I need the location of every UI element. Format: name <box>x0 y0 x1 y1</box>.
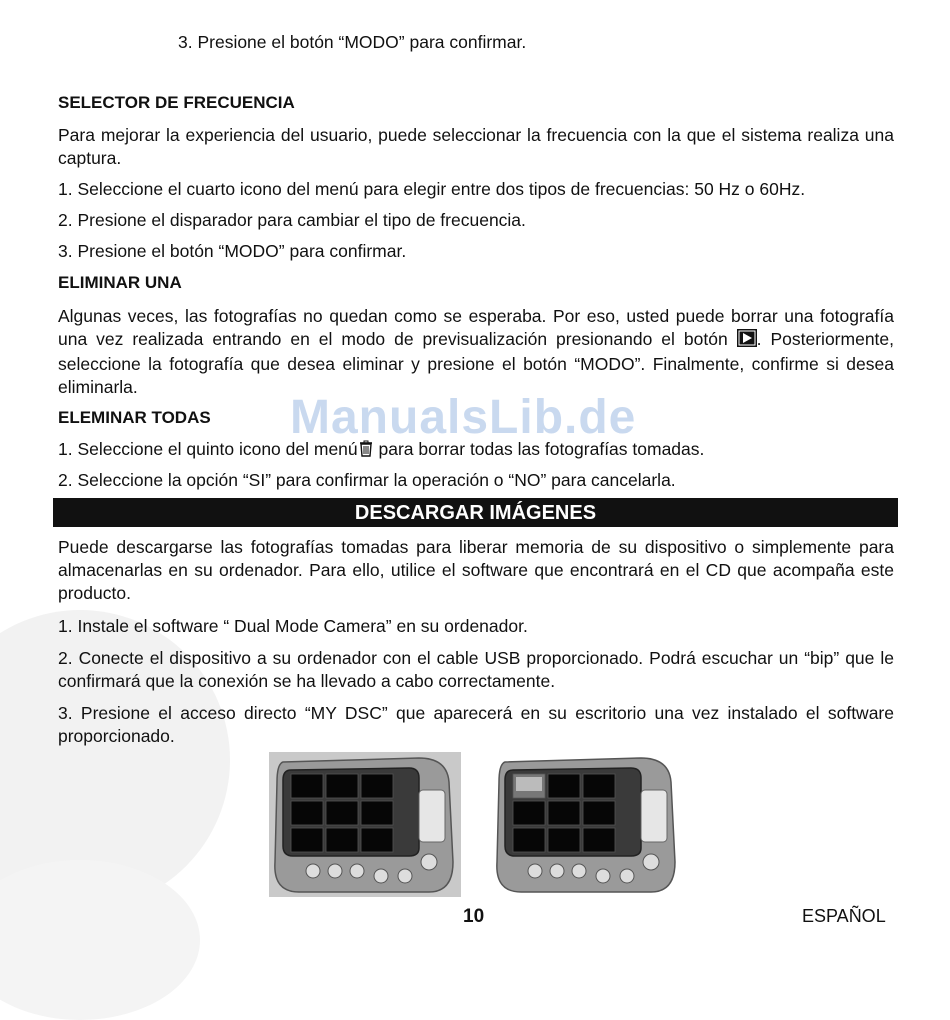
eliminar-todas-step-1-b: para borrar todas las fotografías tomadas. <box>373 439 705 459</box>
descargar-intro: Puede descargarse las fotografías tomadas para liberar memoria de su dispositivo o simplemente para almacenarlas en su ordenador. Para ello, utilice el software que encontrará en el CD que acompaña este producto. <box>58 537 894 603</box>
selector-step-3: 3. Presione el botón “MODO” para confirmar. <box>58 241 407 261</box>
software-screenshot-left <box>269 752 461 897</box>
descargar-banner: DESCARGAR IMÁGENES <box>53 498 898 527</box>
eliminar-una-text-a: Algunas veces, las fotografías no quedan como se esperaba. Por eso, usted puede borrar una fotografía una vez realizada entrando en el modo de previsualización presionando el botón <box>58 306 894 349</box>
eliminar-todas-step-1-a: 1. Seleccione el quinto icono del menú <box>58 439 358 459</box>
descargar-step-1: 1. Instale el software “ Dual Mode Camera” en su ordenador. <box>58 616 528 636</box>
eliminar-una-text-b: . Posteriormente, seleccione la fotografía que desea eliminar y presione el botón “MODO”. Finalmente, confirme si desea eliminarla. <box>58 329 895 397</box>
play-button-icon <box>737 329 757 353</box>
descargar-step-2: 2. Conecte el dispositivo a su ordenador con el cable USB proporcionado. Podrá escuchar un “bip” que le confirmará que la conexión se ha llevado a cabo correctamente. <box>58 648 894 691</box>
selector-step-1: 1. Seleccione el cuarto icono del menú para elegir entre dos tipos de frecuencias: 50 Hz o 60Hz. <box>58 179 806 199</box>
selector-step-2: 2. Presione el disparador para cambiar el tipo de frecuencia. <box>58 210 526 230</box>
eliminar-todas-step-2: 2. Seleccione la opción “SI” para confirmar la operación o “NO” para cancelarla. <box>58 470 676 490</box>
software-screenshot-right <box>491 752 683 897</box>
background-decoration-lower <box>0 860 200 1020</box>
eliminar-una-text <box>58 305 894 399</box>
eliminar-una-heading: ELIMINAR UNA <box>58 273 182 292</box>
selector-intro: Para mejorar la experiencia del usuario, puede seleccionar la frecuencia con la que el sistema realiza una captura. <box>58 125 894 168</box>
selector-heading: SELECTOR DE FRECUENCIA <box>58 93 295 112</box>
watermark: ManualsLib.de <box>290 391 637 444</box>
descargar-step-3: 3. Presione el acceso directo “MY DSC” que aparecerá en su escritorio una vez instalado el software proporcionado. <box>58 703 894 746</box>
page-number: 10 <box>463 906 485 927</box>
language-label: ESPAÑOL <box>802 906 886 926</box>
eliminar-todas-heading: ELEMINAR TODAS <box>58 408 211 427</box>
top-step: 3. Presione el botón “MODO” para confirmar. <box>178 32 527 52</box>
